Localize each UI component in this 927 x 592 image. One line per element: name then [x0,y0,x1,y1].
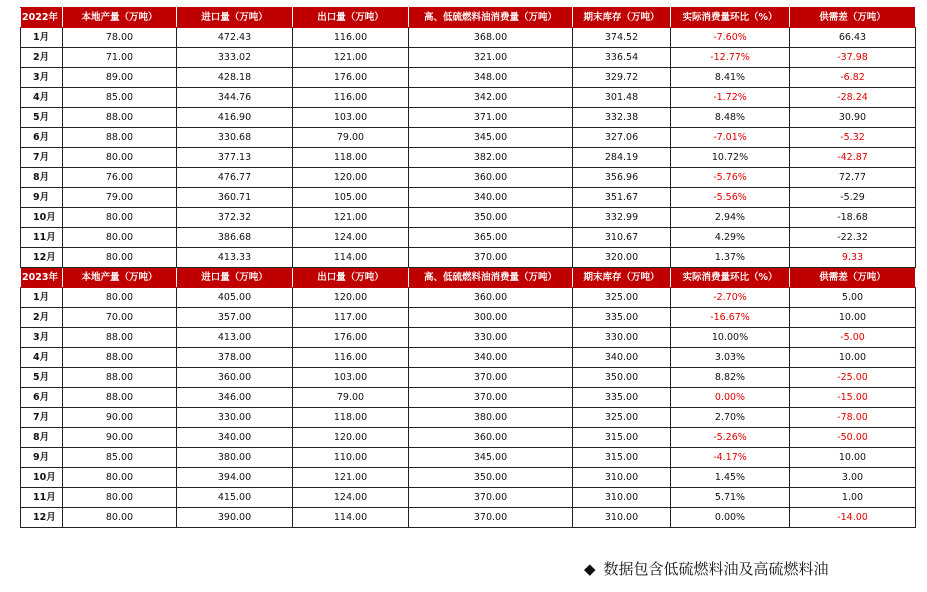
cell-supply-demand-gap-2023: -15.00 [790,388,916,408]
cell-supply-demand-gap-2022: -37.98 [790,48,916,68]
cell-import-volume-2022: 360.71 [177,188,293,208]
cell-import-volume-2023: 415.00 [177,488,293,508]
cell-consumption-2023: 350.00 [409,468,573,488]
cell-import-volume-2023: 357.00 [177,308,293,328]
header-supply-demand-gap: 供需差（万吨） [790,268,916,288]
cell-consumption-2023: 360.00 [409,288,573,308]
table-row [21,308,916,328]
cell-export-volume-2022: 121.00 [293,208,409,228]
header-local-output: 本地产量（万吨） [63,268,177,288]
cell-export-volume-2023: 103.00 [293,368,409,388]
table-body [21,8,916,528]
cell-mom-change-2022: 8.48% [671,108,790,128]
table-row [21,88,916,108]
cell-ending-stock-2022: 356.96 [573,168,671,188]
cell-export-volume-2022: 114.00 [293,248,409,268]
cell-ending-stock-2022: 310.67 [573,228,671,248]
cell-export-volume-2023: 114.00 [293,508,409,528]
header-export-volume: 出口量（万吨） [293,268,409,288]
cell-export-volume-2022: 118.00 [293,148,409,168]
cell-import-volume-2023: 413.00 [177,328,293,348]
table-row [21,248,916,268]
cell-supply-demand-gap-2022: -6.82 [790,68,916,88]
cell-mom-change-2022: 10.72% [671,148,790,168]
cell-mom-change-2023: -2.70% [671,288,790,308]
cell-mom-change-2023: 0.00% [671,508,790,528]
cell-import-volume-2022: 428.18 [177,68,293,88]
cell-export-volume-2023: 110.00 [293,448,409,468]
cell-ending-stock-2023: 335.00 [573,308,671,328]
cell-export-volume-2022: 124.00 [293,228,409,248]
table-row [21,168,916,188]
cell-supply-demand-gap-2023: 10.00 [790,448,916,468]
cell-local-output-2023: 90.00 [63,408,177,428]
footnote-text: 数据包含低硫燃料油及高硫燃料油 [603,560,829,578]
cell-supply-demand-gap-2022: 72.77 [790,168,916,188]
cell-consumption-2023: 345.00 [409,448,573,468]
cell-month-2022: 8月 [21,168,63,188]
cell-supply-demand-gap-2022: -42.87 [790,148,916,168]
cell-local-output-2022: 80.00 [63,228,177,248]
header-consumption: 高、低硫燃料油消费量（万吨） [409,268,573,288]
cell-mom-change-2022: 1.37% [671,248,790,268]
cell-local-output-2022: 80.00 [63,208,177,228]
cell-consumption-2022: 345.00 [409,128,573,148]
cell-export-volume-2023: 121.00 [293,468,409,488]
cell-month-2023: 4月 [21,348,63,368]
cell-local-output-2022: 80.00 [63,148,177,168]
table-row [21,228,916,248]
cell-month-2023: 9月 [21,448,63,468]
cell-import-volume-2022: 416.90 [177,108,293,128]
cell-import-volume-2023: 390.00 [177,508,293,528]
cell-month-2022: 1月 [21,28,63,48]
table-row [21,128,916,148]
header-ending-stock: 期末库存（万吨） [573,8,671,28]
cell-consumption-2022: 350.00 [409,208,573,228]
cell-supply-demand-gap-2023: -50.00 [790,428,916,448]
table-row [21,188,916,208]
cell-ending-stock-2023: 325.00 [573,288,671,308]
cell-export-volume-2022: 121.00 [293,48,409,68]
header-export-volume: 出口量（万吨） [293,8,409,28]
cell-ending-stock-2022: 284.19 [573,148,671,168]
cell-supply-demand-gap-2022: -18.68 [790,208,916,228]
cell-export-volume-2023: 118.00 [293,408,409,428]
cell-import-volume-2023: 346.00 [177,388,293,408]
cell-export-volume-2023: 79.00 [293,388,409,408]
cell-supply-demand-gap-2023: -14.00 [790,508,916,528]
cell-consumption-2022: 370.00 [409,248,573,268]
cell-ending-stock-2022: 329.72 [573,68,671,88]
cell-import-volume-2022: 333.02 [177,48,293,68]
cell-import-volume-2022: 472.43 [177,28,293,48]
cell-supply-demand-gap-2022: -22.32 [790,228,916,248]
cell-supply-demand-gap-2023: 10.00 [790,348,916,368]
cell-ending-stock-2022: 332.99 [573,208,671,228]
cell-month-2022: 12月 [21,248,63,268]
table-row [21,408,916,428]
cell-consumption-2022: 365.00 [409,228,573,248]
fuel-oil-balance-table [20,7,916,528]
header-month: 2022年 [21,8,63,28]
cell-ending-stock-2023: 335.00 [573,388,671,408]
cell-local-output-2022: 78.00 [63,28,177,48]
cell-month-2023: 2月 [21,308,63,328]
cell-mom-change-2023: 8.82% [671,368,790,388]
cell-export-volume-2023: 117.00 [293,308,409,328]
cell-ending-stock-2023: 315.00 [573,428,671,448]
cell-local-output-2022: 85.00 [63,88,177,108]
table-row [21,68,916,88]
cell-import-volume-2022: 344.76 [177,88,293,108]
cell-consumption-2023: 370.00 [409,368,573,388]
cell-consumption-2023: 300.00 [409,308,573,328]
cell-consumption-2023: 330.00 [409,328,573,348]
cell-consumption-2022: 342.00 [409,88,573,108]
cell-ending-stock-2023: 330.00 [573,328,671,348]
cell-supply-demand-gap-2023: 1.00 [790,488,916,508]
cell-export-volume-2022: 105.00 [293,188,409,208]
cell-mom-change-2022: 2.94% [671,208,790,228]
cell-month-2023: 8月 [21,428,63,448]
cell-import-volume-2023: 394.00 [177,468,293,488]
cell-ending-stock-2023: 350.00 [573,368,671,388]
cell-supply-demand-gap-2023: -78.00 [790,408,916,428]
cell-export-volume-2022: 103.00 [293,108,409,128]
cell-supply-demand-gap-2023: 5.00 [790,288,916,308]
cell-consumption-2022: 368.00 [409,28,573,48]
cell-local-output-2022: 89.00 [63,68,177,88]
cell-consumption-2023: 370.00 [409,508,573,528]
cell-consumption-2023: 380.00 [409,408,573,428]
diamond-bullet-icon: ◆ [584,560,596,578]
cell-mom-change-2023: -4.17% [671,448,790,468]
cell-month-2022: 3月 [21,68,63,88]
table-row [21,428,916,448]
header-ending-stock: 期末库存（万吨） [573,268,671,288]
header-local-output: 本地产量（万吨） [63,8,177,28]
cell-export-volume-2023: 116.00 [293,348,409,368]
cell-supply-demand-gap-2022: -28.24 [790,88,916,108]
cell-mom-change-2022: 8.41% [671,68,790,88]
cell-ending-stock-2022: 336.54 [573,48,671,68]
cell-mom-change-2022: -1.72% [671,88,790,108]
cell-consumption-2022: 382.00 [409,148,573,168]
cell-ending-stock-2022: 327.06 [573,128,671,148]
cell-import-volume-2023: 380.00 [177,448,293,468]
header-import-volume: 进口量（万吨） [177,8,293,28]
table-row [21,208,916,228]
table-row [21,288,916,308]
cell-consumption-2022: 360.00 [409,168,573,188]
table-row [21,48,916,68]
cell-import-volume-2022: 386.68 [177,228,293,248]
cell-mom-change-2023: 10.00% [671,328,790,348]
cell-mom-change-2023: 3.03% [671,348,790,368]
cell-local-output-2022: 80.00 [63,248,177,268]
cell-mom-change-2023: 5.71% [671,488,790,508]
cell-mom-change-2022: 4.29% [671,228,790,248]
cell-ending-stock-2023: 315.00 [573,448,671,468]
cell-consumption-2023: 360.00 [409,428,573,448]
cell-ending-stock-2022: 351.67 [573,188,671,208]
cell-ending-stock-2023: 340.00 [573,348,671,368]
table-row [21,108,916,128]
cell-import-volume-2022: 476.77 [177,168,293,188]
fuel-oil-data-table-container [20,7,915,528]
header-row-2023 [21,268,916,288]
cell-local-output-2023: 80.00 [63,288,177,308]
cell-month-2022: 10月 [21,208,63,228]
cell-ending-stock-2022: 301.48 [573,88,671,108]
cell-export-volume-2022: 79.00 [293,128,409,148]
table-row [21,468,916,488]
cell-local-output-2023: 88.00 [63,388,177,408]
cell-ending-stock-2023: 310.00 [573,508,671,528]
table-row [21,368,916,388]
cell-supply-demand-gap-2022: 9.33 [790,248,916,268]
header-consumption: 高、低硫燃料油消费量（万吨） [409,8,573,28]
header-mom-change: 实际消费量环比（%） [671,8,790,28]
cell-month-2023: 10月 [21,468,63,488]
cell-export-volume-2023: 176.00 [293,328,409,348]
cell-export-volume-2022: 120.00 [293,168,409,188]
cell-local-output-2023: 80.00 [63,508,177,528]
cell-local-output-2023: 90.00 [63,428,177,448]
table-row [21,148,916,168]
cell-mom-change-2023: -5.26% [671,428,790,448]
cell-import-volume-2023: 340.00 [177,428,293,448]
cell-supply-demand-gap-2023: -5.00 [790,328,916,348]
cell-import-volume-2022: 330.68 [177,128,293,148]
cell-import-volume-2022: 377.13 [177,148,293,168]
cell-mom-change-2023: 0.00% [671,388,790,408]
cell-month-2023: 5月 [21,368,63,388]
header-import-volume: 进口量（万吨） [177,268,293,288]
cell-local-output-2023: 80.00 [63,488,177,508]
table-row [21,448,916,468]
cell-export-volume-2022: 116.00 [293,28,409,48]
cell-month-2023: 12月 [21,508,63,528]
cell-month-2022: 5月 [21,108,63,128]
cell-month-2023: 11月 [21,488,63,508]
cell-supply-demand-gap-2022: -5.32 [790,128,916,148]
cell-consumption-2022: 371.00 [409,108,573,128]
cell-export-volume-2022: 116.00 [293,88,409,108]
cell-consumption-2023: 370.00 [409,488,573,508]
cell-supply-demand-gap-2023: 3.00 [790,468,916,488]
header-row-2022 [21,8,916,28]
cell-month-2022: 4月 [21,88,63,108]
cell-local-output-2023: 85.00 [63,448,177,468]
cell-month-2023: 3月 [21,328,63,348]
header-supply-demand-gap: 供需差（万吨） [790,8,916,28]
cell-supply-demand-gap-2023: 10.00 [790,308,916,328]
cell-mom-change-2022: -7.01% [671,128,790,148]
cell-local-output-2023: 88.00 [63,348,177,368]
cell-month-2022: 9月 [21,188,63,208]
cell-local-output-2023: 70.00 [63,308,177,328]
cell-consumption-2022: 321.00 [409,48,573,68]
cell-import-volume-2022: 413.33 [177,248,293,268]
cell-local-output-2022: 71.00 [63,48,177,68]
cell-local-output-2022: 79.00 [63,188,177,208]
cell-import-volume-2023: 378.00 [177,348,293,368]
cell-consumption-2022: 348.00 [409,68,573,88]
cell-month-2023: 1月 [21,288,63,308]
table-row [21,388,916,408]
cell-consumption-2022: 340.00 [409,188,573,208]
cell-import-volume-2023: 405.00 [177,288,293,308]
cell-consumption-2023: 340.00 [409,348,573,368]
cell-ending-stock-2023: 310.00 [573,488,671,508]
cell-supply-demand-gap-2023: -25.00 [790,368,916,388]
cell-mom-change-2023: 1.45% [671,468,790,488]
cell-month-2022: 7月 [21,148,63,168]
cell-ending-stock-2023: 310.00 [573,468,671,488]
cell-mom-change-2022: -7.60% [671,28,790,48]
footnote [584,558,829,579]
cell-local-output-2023: 88.00 [63,368,177,388]
cell-local-output-2022: 76.00 [63,168,177,188]
cell-mom-change-2022: -12.77% [671,48,790,68]
cell-ending-stock-2022: 332.38 [573,108,671,128]
cell-export-volume-2023: 124.00 [293,488,409,508]
header-month: 2023年 [21,268,63,288]
cell-import-volume-2023: 330.00 [177,408,293,428]
cell-mom-change-2023: 2.70% [671,408,790,428]
cell-supply-demand-gap-2022: -5.29 [790,188,916,208]
table-row [21,488,916,508]
cell-export-volume-2023: 120.00 [293,428,409,448]
cell-ending-stock-2023: 325.00 [573,408,671,428]
cell-local-output-2022: 88.00 [63,108,177,128]
cell-import-volume-2022: 372.32 [177,208,293,228]
cell-month-2023: 7月 [21,408,63,428]
cell-mom-change-2022: -5.56% [671,188,790,208]
cell-export-volume-2023: 120.00 [293,288,409,308]
header-mom-change: 实际消费量环比（%） [671,268,790,288]
cell-local-output-2022: 88.00 [63,128,177,148]
cell-mom-change-2022: -5.76% [671,168,790,188]
cell-month-2022: 6月 [21,128,63,148]
cell-month-2022: 2月 [21,48,63,68]
cell-import-volume-2023: 360.00 [177,368,293,388]
cell-local-output-2023: 80.00 [63,468,177,488]
cell-supply-demand-gap-2022: 30.90 [790,108,916,128]
cell-consumption-2023: 370.00 [409,388,573,408]
cell-ending-stock-2022: 320.00 [573,248,671,268]
cell-mom-change-2023: -16.67% [671,308,790,328]
cell-ending-stock-2022: 374.52 [573,28,671,48]
table-row [21,508,916,528]
table-row [21,348,916,368]
cell-supply-demand-gap-2022: 66.43 [790,28,916,48]
table-row [21,328,916,348]
cell-month-2022: 11月 [21,228,63,248]
cell-month-2023: 6月 [21,388,63,408]
cell-local-output-2023: 88.00 [63,328,177,348]
table-row [21,28,916,48]
cell-export-volume-2022: 176.00 [293,68,409,88]
